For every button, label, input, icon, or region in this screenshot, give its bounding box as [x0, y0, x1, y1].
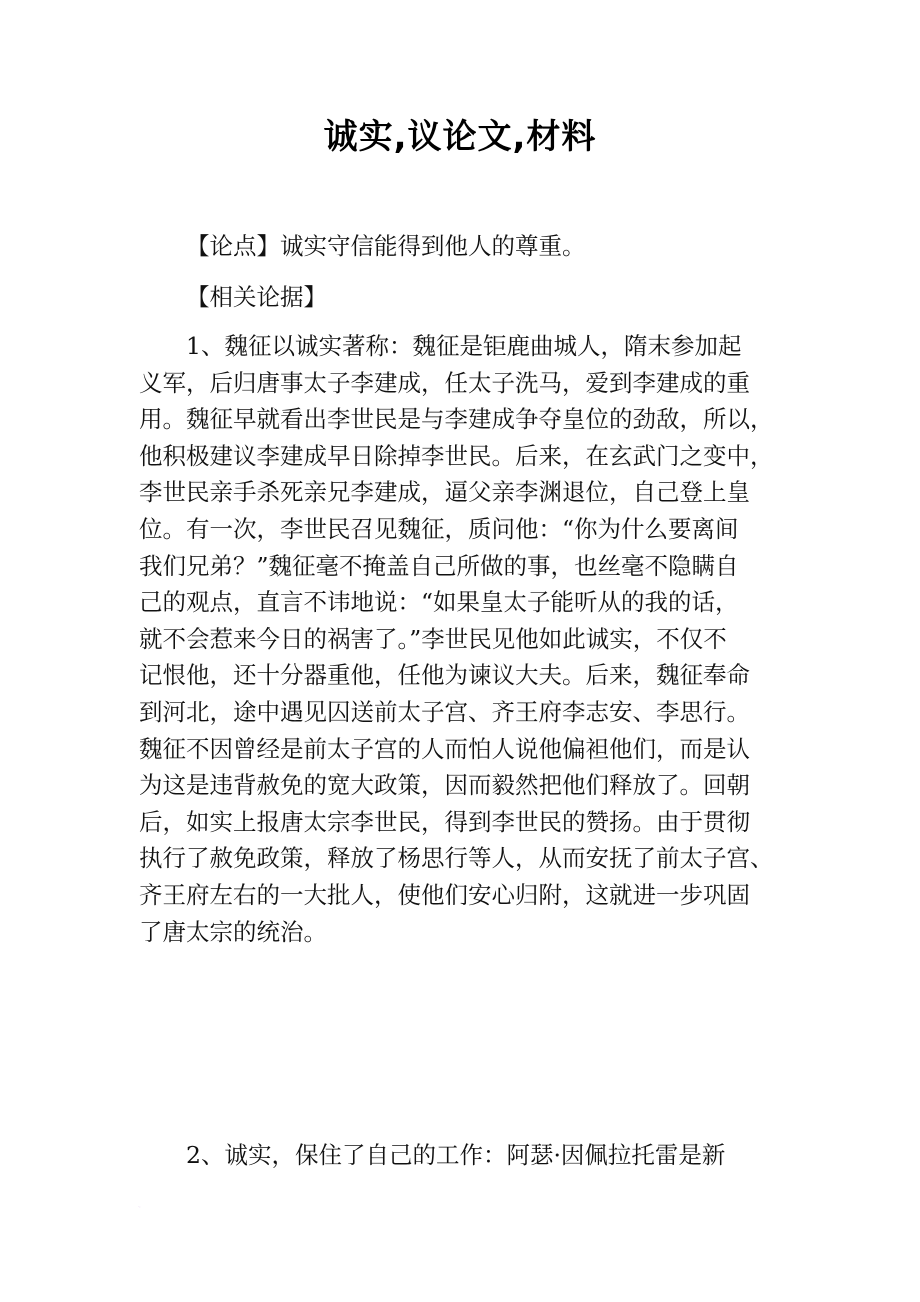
- thesis-label: 【论点】: [186, 232, 280, 260]
- paragraph-line: 李世民亲手杀死亲兄李建成，逼父亲李渊退位，自己登上皇: [139, 478, 750, 507]
- paragraph-line: 我们兄弟？”魏征毫不掩盖自己所做的事，也丝毫不隐瞒自: [139, 551, 739, 580]
- paragraph-wei-zheng: [139, 328, 783, 950]
- thesis-line: [139, 228, 830, 265]
- paragraph-line: 他积极建议李建成早日除掉李世民。后来，在玄武门之变中，: [139, 441, 774, 470]
- paragraph-line: 2、诚实，保住了自己的工作：阿瑟·因佩拉托雷是新: [186, 1141, 726, 1169]
- paragraph-line: 记恨他，还十分器重他，任他为谏议大夫。后来，魏征奉命: [139, 661, 750, 690]
- paragraph-line: 为这是违背赦免的宽大政策，因而毅然把他们释放了。回朝: [139, 771, 750, 800]
- paragraph-line: 魏征不因曾经是前太子宫的人而怕人说他偏袒他们，而是认: [139, 734, 750, 763]
- paragraph-line: 齐王府左右的一大批人，使他们安心归附，这就进一步巩固: [139, 880, 750, 909]
- page-artifact-mark: ·:: [138, 1204, 141, 1209]
- paragraph-arthur: [139, 1137, 783, 1174]
- document-title: 诚实,议论文,材料: [323, 117, 597, 157]
- paragraph-line: 执行了赦免政策，释放了杨思行等人，从而安抚了前太子宫、: [139, 844, 774, 873]
- paragraph-line: 了唐太宗的统治。: [139, 917, 327, 946]
- paragraph-line: 1、魏征以诚实著称：魏征是钜鹿曲城人，隋末参加起: [186, 332, 742, 360]
- thesis-text: 诚实守信能得到他人的尊重。: [280, 232, 586, 260]
- paragraph-line: 到河北，途中遇见囚送前太子宫、齐王府李志安、李思行。: [139, 697, 750, 726]
- paragraph-line: 就不会惹来今日的祸害了。”李世民见他如此诚实，不仅不: [139, 624, 727, 653]
- paragraph-line: 己的观点，直言不讳地说：“如果皇太子能听从的我的话，: [139, 588, 739, 617]
- paragraph-line: 后，如实上报唐太宗李世民，得到李世民的赞扬。由于贯彻: [139, 807, 750, 836]
- paragraph-line: 用。魏征早就看出李世民是与李建成争夺皇位的劲敌，所以，: [139, 405, 774, 434]
- evidence-heading: 【相关论据】: [186, 283, 327, 311]
- paragraph-line: 义军，后归唐事太子李建成，任太子洗马，爱到李建成的重: [139, 368, 750, 397]
- paragraph-line: 位。有一次，李世民召见魏征，质问他：“你为什么要离间: [139, 514, 739, 543]
